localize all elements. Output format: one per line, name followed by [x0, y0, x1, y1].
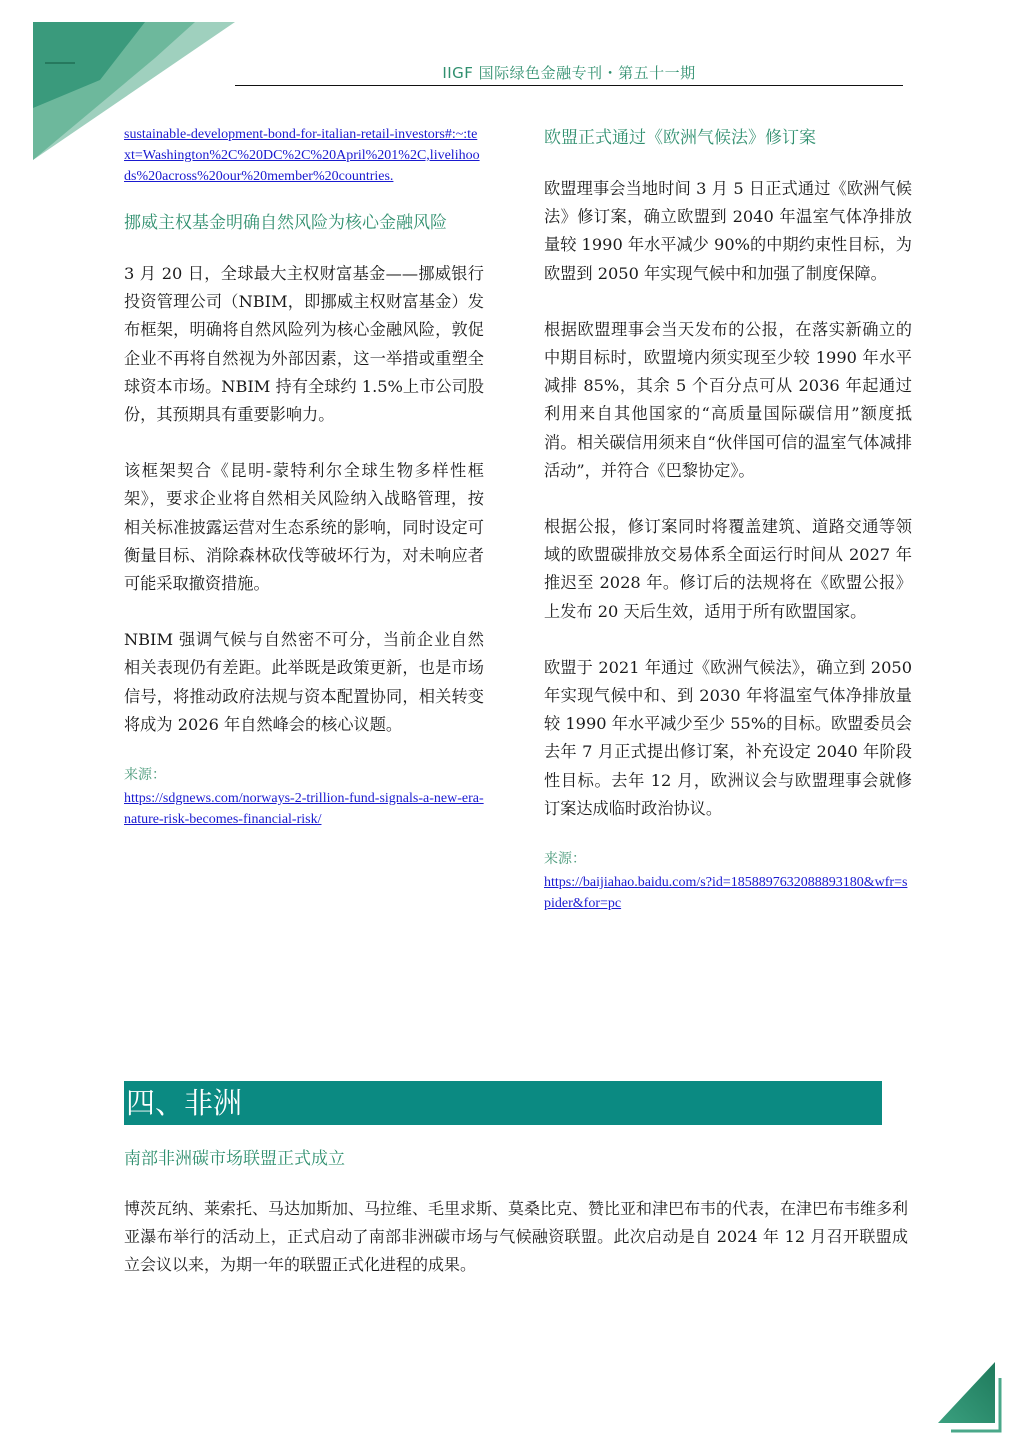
- publication-header: IIGF 国际绿色金融专刊・第五十一期: [442, 64, 696, 82]
- paragraph: 欧盟于 2021 年通过《欧洲气候法》，确立到 2050 年实现气候中和、到 2030 年将温室气体净排放量较 1990 年水平减少至少 55%的目标。欧盟委员会去年 7 月正式提出修订案，补充设定 2040 年阶段性目标。去年 12 月，欧洲议会与欧盟理事会就修订案达成临时政治协议。: [544, 657, 912, 818]
- right-column: [544, 124, 912, 914]
- paragraph: 3 月 20 日，全球最大主权财富基金——挪威银行投资管理公司（NBIM，即挪威主权财富基金）发布框架，明确将自然风险列为核心金融风险，敦促企业不再将自然视为外部因素，这一举措或重塑全球资本市场。NBIM 持有全球约 1.5%上市公司股份，其预期具有重要影响力。: [124, 264, 484, 425]
- source-link[interactable]: https://sdgnews.com/norways-2-trillion-fund-signals-a-new-era-nature-risk-becomes-financial-risk/: [124, 791, 484, 828]
- article-title-nbim: 挪威主权基金明确自然风险为核心金融风险: [124, 213, 447, 233]
- article-title-southern-africa: 南部非洲碳市场联盟正式成立: [124, 1149, 345, 1169]
- paragraph: 博茨瓦纳、莱索托、马达加斯加、马拉维、毛里求斯、莫桑比克、赞比亚和津巴布韦的代表，在津巴布韦维多利亚瀑布举行的活动上，正式启动了南部非洲碳市场与气候融资联盟。此次启动是自 2024 年 12 月召开联盟成立会议以来，为期一年的联盟正式化进程的成果。: [124, 1199, 909, 1274]
- deco-triangle: [938, 1362, 995, 1423]
- paragraph: 根据公报，修订案同时将覆盖建筑、道路交通等领域的欧盟碳排放交易体系全面运行时间从 2027 年推迟至 2028 年。修订后的法规将在《欧盟公报》上发布 20 天后生效，适用于所有欧盟国家。: [544, 517, 912, 621]
- paragraph: 欧盟理事会当地时间 3 月 5 日正式通过《欧洲气候法》修订案，确立欧盟到 2040 年温室气体净排放量较 1990 年水平减少 90%的中期约束性目标，为欧盟到 2050 年实现气候中和加强了制度保障。: [544, 179, 912, 283]
- paragraph: NBIM 强调气候与自然密不可分，当前企业自然相关表现仍有差距。此举既是政策更新，也是市场信号，将推动政府法规与资本配置协同，相关转变将成为 2026 年自然峰会的核心议题。: [124, 630, 484, 734]
- source-label: 来源：: [124, 768, 166, 784]
- corner-decoration-bottom-right: [920, 1345, 1020, 1445]
- header-divider: [235, 85, 903, 86]
- paragraph: 根据欧盟理事会当天发布的公报，在落实新确立的中期目标时，欧盟境内须实现至少较 1990 年水平减排 85%，其余 5 个百分点可从 2036 年起通过利用来自其他国家的“高质量国际碳信用”额度抵消。相关碳信用须来自“伙伴国可信的温室气体减排活动”，并符合《巴黎协定》。: [544, 319, 912, 480]
- paragraph: 该框架契合《昆明-蒙特利尔全球生物多样性框架》，要求企业将自然相关风险纳入战略管理，按相关标准披露运营对生态系统的影响，同时设定可衡量目标、消除森林砍伐等破坏行为，对未响应者可能采取撤资措施。: [124, 461, 484, 594]
- source-label: 来源：: [544, 852, 586, 868]
- source-link[interactable]: https://baijiahao.baidu.com/s?id=1858897632088893180&wfr=spider&for=pc: [544, 875, 908, 912]
- article-title-eu-climate-law: 欧盟正式通过《欧洲气候法》修订案: [544, 128, 816, 148]
- continued-source-link[interactable]: sustainable-development-bond-for-italian-retail-investors#:~:text=Washington%2C%20DC%2C%20April%201%2C,livelihoods%20across%20our%20member%20countries.: [124, 127, 480, 184]
- section-banner-africa: 四、非洲: [124, 1081, 882, 1125]
- left-column: [124, 124, 484, 830]
- africa-section: [124, 1145, 908, 1279]
